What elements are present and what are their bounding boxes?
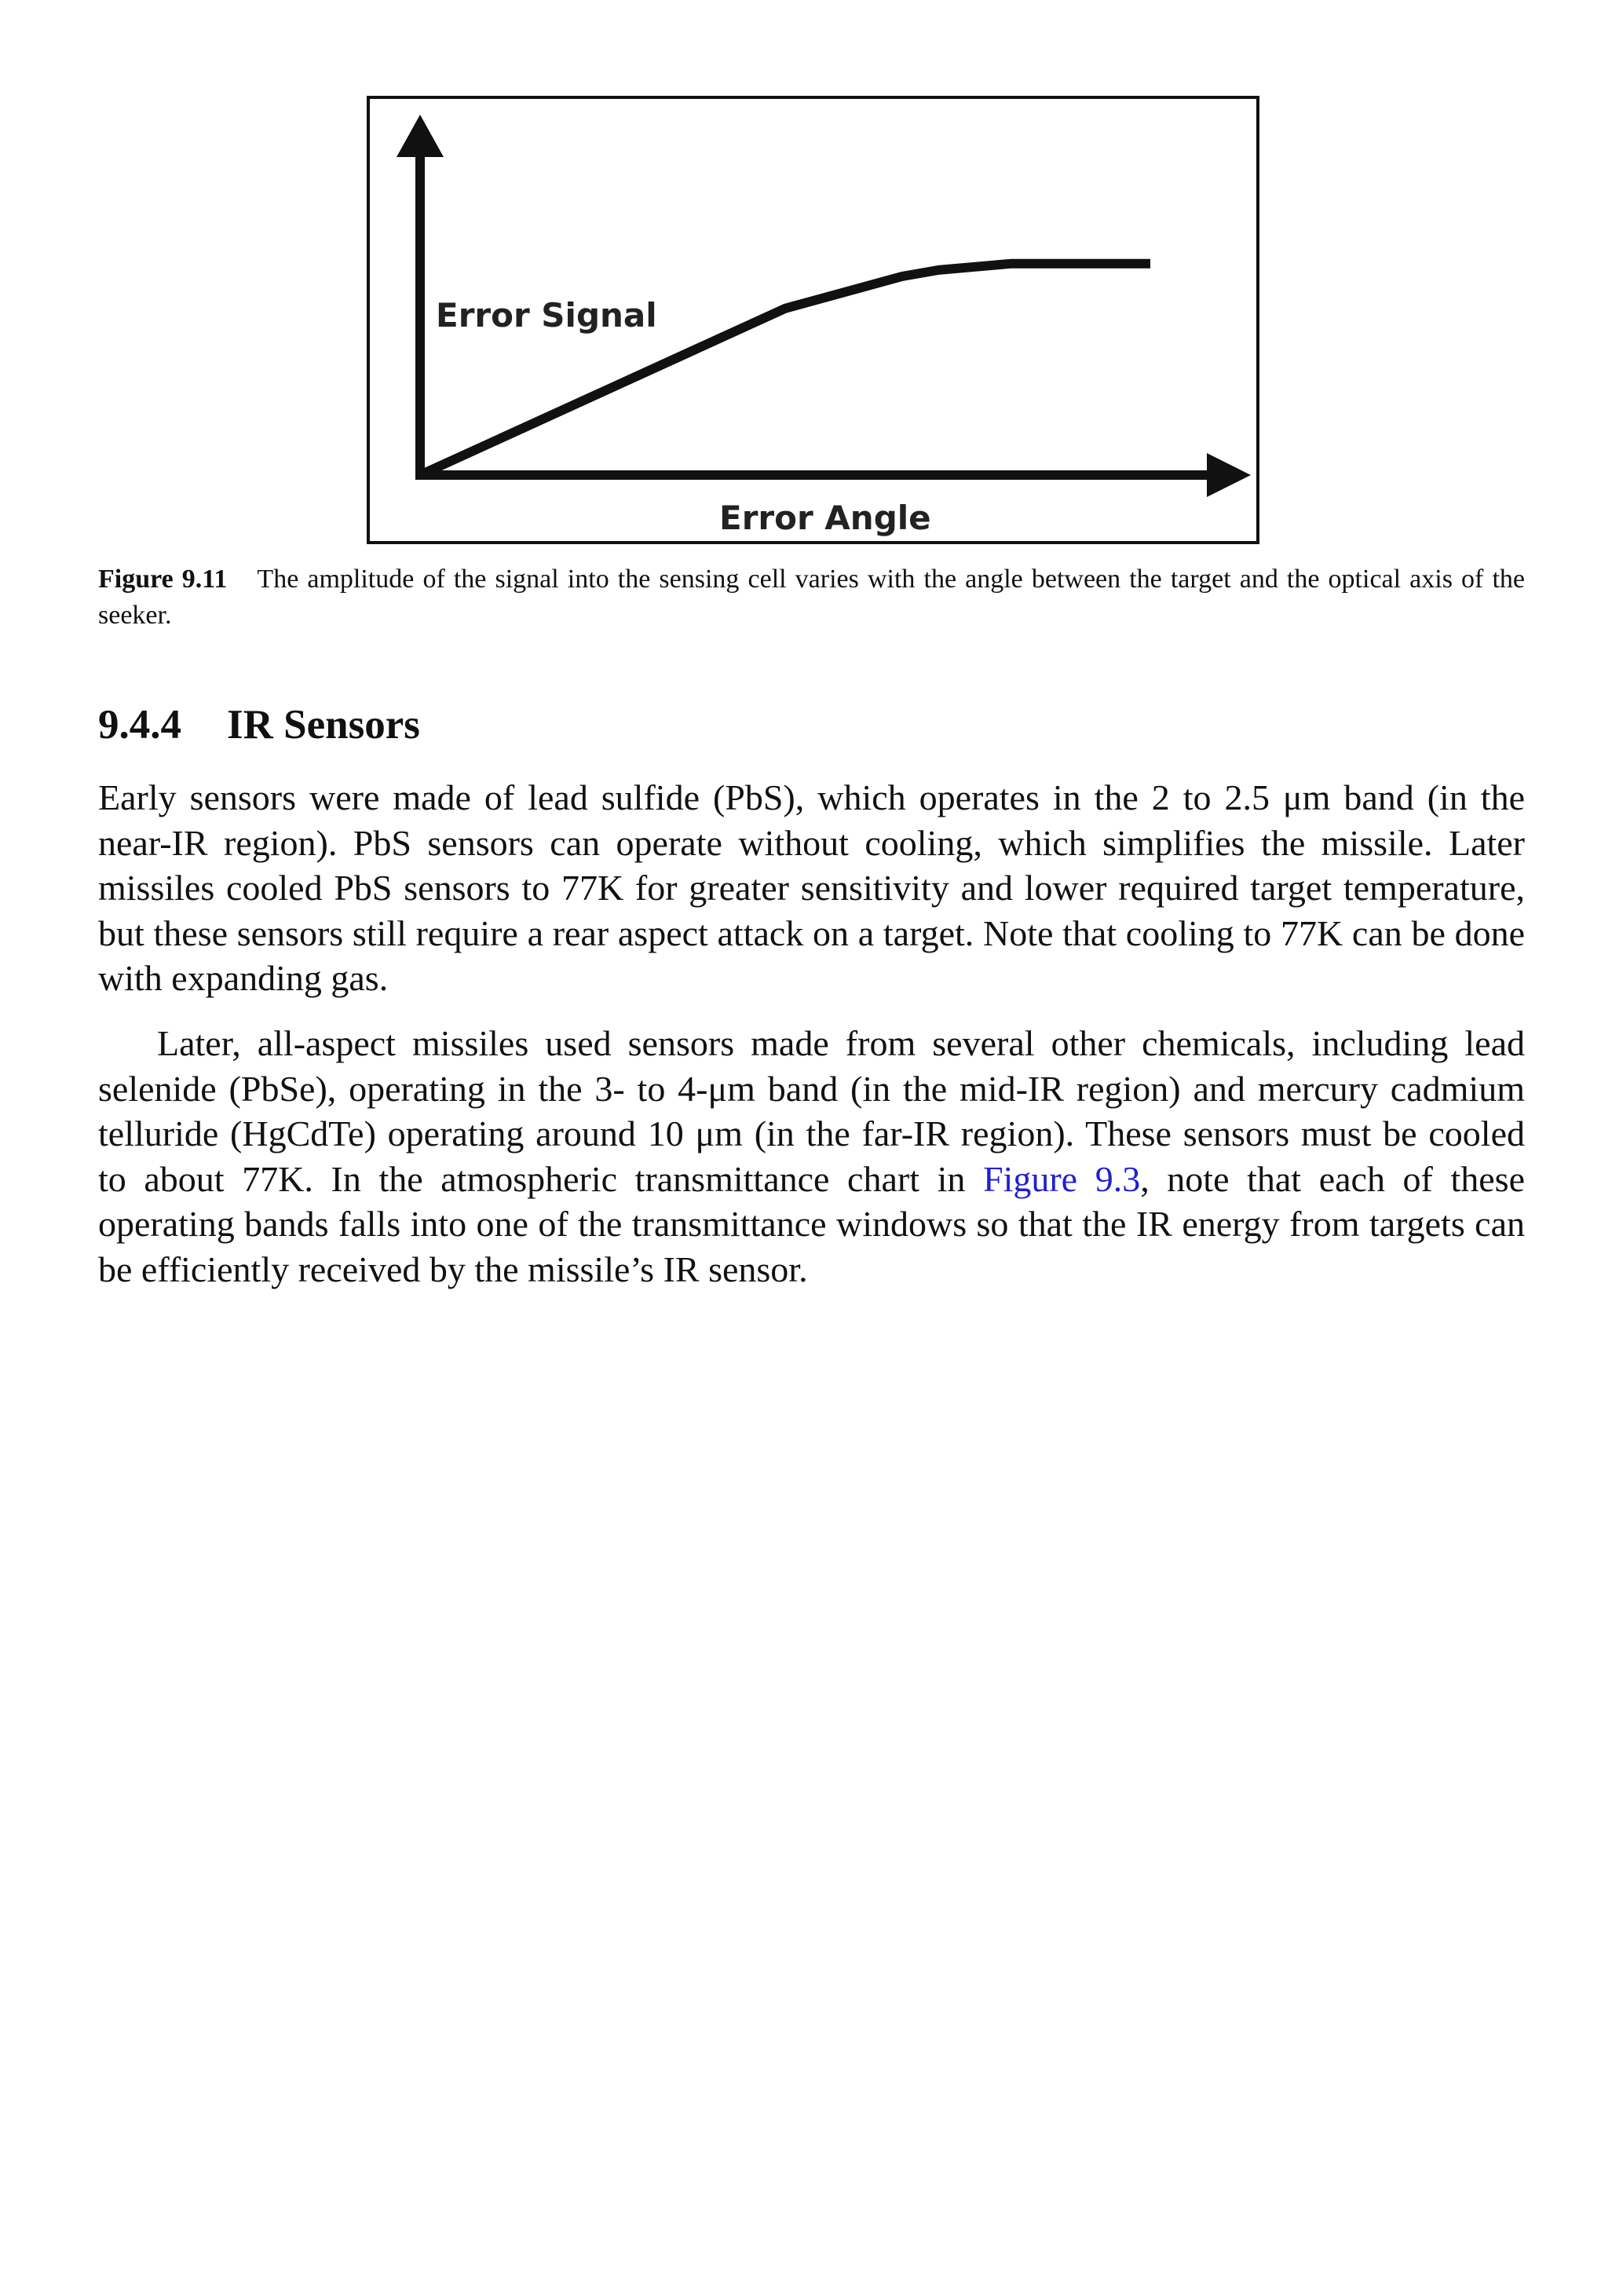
paragraph-2-text-start: Later, all-aspect missiles used sensors made from several other chemicals, including lead selenide (PbSe), operating in the 3- to 4-μm band (in the mid-IR region) and mercury cadmium telluride (HgCdTe) operating around 10 μm (in the far-IR region). These sensors must be cooled to about 77K. In the atmospheric transmittance chart in: [98, 1023, 1525, 1199]
x-axis-label: Error Angle: [719, 499, 931, 537]
error-signal-diagram: [370, 99, 1256, 541]
paragraph-2: [98, 1021, 1525, 1292]
figure-9-3-link[interactable]: Figure 9.3: [982, 1158, 1141, 1199]
y-axis-label: Error Signal: [436, 296, 657, 335]
x-axis-arrowhead: [1207, 453, 1251, 497]
section-number: 9.4.4: [98, 702, 181, 748]
section-heading: [98, 697, 420, 752]
y-axis-arrowhead: [397, 115, 444, 157]
paragraph-1: Early sensors were made of lead sulfide (PbS), which operates in the 2 to 2.5 μm band (in the near-IR region). PbS sensors can operate without cooling, which simplifies the missile. Later missiles cooled PbS sensors to 77K for greater sensitivity and lower required target temperature, but these sensors still require a rear aspect attack on a target. Note that cooling to 77K can be done with expanding gas.: [98, 777, 1525, 999]
section-title: IR Sensors: [227, 702, 420, 748]
caption-figure-number: Figure 9.11: [98, 565, 228, 594]
figure-9-11: [367, 96, 1259, 544]
figure-caption: [98, 561, 1525, 634]
caption-text: The amplitude of the signal into the sensing cell varies with the angle between the target and the optical axis of the seeker.: [98, 565, 1525, 630]
paragraph-2-text-end: , note that each of these operating bands falls into one of the transmittance windows so that the IR energy from targets can be efficiently received by the missile’s IR sensor.: [98, 1158, 1525, 1289]
